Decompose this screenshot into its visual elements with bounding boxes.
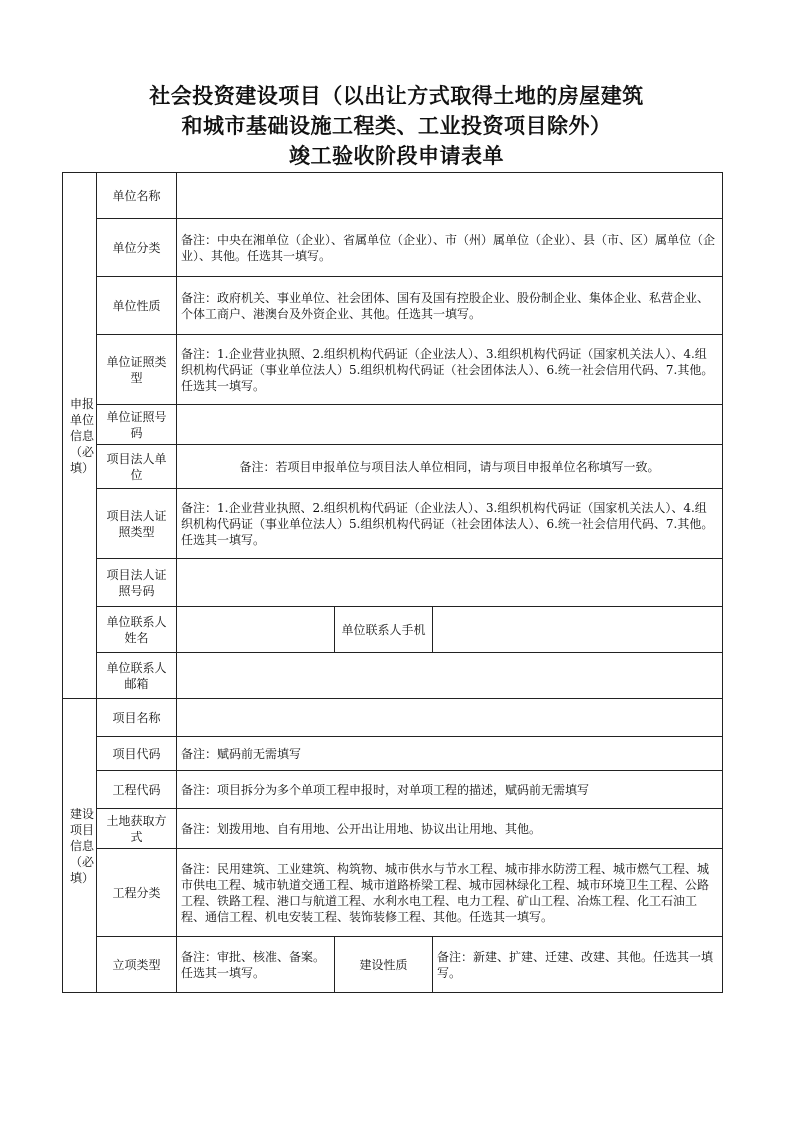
field-unit-cert-no[interactable] bbox=[177, 405, 723, 445]
label-contact-email: 单位联系人邮箱 bbox=[97, 653, 177, 699]
field-unit-cert-type[interactable]: 备注：1.企业营业执照、2.组织机构代码证（企业法人）、3.组织机构代码证（国家机关法人）、4.组织机构代码证（事业单位法人）5.组织机构代码证（社会团体法人）、6.统一社会信用代码、7.其他。任选其一填写。 bbox=[177, 335, 723, 405]
field-project-code[interactable]: 备注：赋码前无需填写 bbox=[177, 737, 723, 771]
label-unit-cert-type: 单位证照类型 bbox=[97, 335, 177, 405]
label-project-name: 项目名称 bbox=[97, 699, 177, 737]
field-contact-email[interactable] bbox=[177, 653, 723, 699]
section-label: 建设项目信息（必填） bbox=[69, 806, 94, 885]
field-unit-nature[interactable]: 备注：政府机关、事业单位、社会团体、国有及国有控股企业、股份制企业、集体企业、私营企业、个体工商户、港澳台及外资企业、其他。任选其一填写。 bbox=[177, 277, 723, 335]
label-unit-category: 单位分类 bbox=[97, 219, 177, 277]
label-legal-cert-no: 项目法人证照号码 bbox=[97, 559, 177, 607]
row-project-code bbox=[63, 737, 723, 771]
row-contact-name bbox=[63, 607, 723, 653]
label-land-method: 土地获取方式 bbox=[97, 809, 177, 849]
section-label: 申报单位信息（必填） bbox=[69, 396, 94, 475]
row-unit-category bbox=[63, 219, 723, 277]
field-project-name[interactable] bbox=[177, 699, 723, 737]
section-project-info bbox=[63, 699, 97, 993]
row-unit-nature bbox=[63, 277, 723, 335]
field-engineering-category[interactable]: 备注：民用建筑、工业建筑、构筑物、城市供水与节水工程、城市排水防涝工程、城市燃气工程、城市供电工程、城市轨道交通工程、城市道路桥梁工程、城市园林绿化工程、城市环境卫生工程、公路工程、铁路工程、港口与航道工程、水利水电工程、电力工程、矿山工程、冶炼工程、化工石油工程、通信工程、机电安装工程、装饰装修工程、其他。任选其一填写。 bbox=[177, 849, 723, 937]
row-contact-email bbox=[63, 653, 723, 699]
form-title-line-1: 社会投资建设项目（以出让方式取得土地的房屋建筑 bbox=[149, 83, 644, 108]
row-engineering-code bbox=[63, 771, 723, 809]
form-title-line-3: 竣工验收阶段申请表单 bbox=[289, 143, 504, 168]
application-form-table bbox=[62, 172, 723, 993]
field-land-method[interactable]: 备注：划拨用地、自有用地、公开出让用地、协议出让用地、其他。 bbox=[177, 809, 723, 849]
label-unit-cert-no: 单位证照号码 bbox=[97, 405, 177, 445]
row-land-method bbox=[63, 809, 723, 849]
row-engineering-category bbox=[63, 849, 723, 937]
row-unit-name bbox=[63, 173, 723, 219]
label-contact-name: 单位联系人姓名 bbox=[97, 607, 177, 653]
row-legal-cert-type bbox=[63, 489, 723, 559]
label-unit-nature: 单位性质 bbox=[97, 277, 177, 335]
field-unit-category[interactable]: 备注：中央在湘单位（企业）、省属单位（企业）、市（州）属单位（企业）、县（市、区）属单位（企业）、其他。任选其一填写。 bbox=[177, 219, 723, 277]
label-legal-cert-type: 项目法人证照类型 bbox=[97, 489, 177, 559]
field-unit-name[interactable] bbox=[177, 173, 723, 219]
row-project-name bbox=[63, 699, 723, 737]
row-legal-unit bbox=[63, 445, 723, 489]
label-legal-unit: 项目法人单位 bbox=[97, 445, 177, 489]
field-contact-name[interactable] bbox=[177, 607, 335, 653]
row-unit-cert-type bbox=[63, 335, 723, 405]
field-construction-nature[interactable]: 备注：新建、扩建、迁建、改建、其他。任选其一填写。 bbox=[433, 937, 723, 993]
label-contact-phone: 单位联系人手机 bbox=[335, 607, 433, 653]
row-unit-cert-no bbox=[63, 405, 723, 445]
field-legal-cert-no[interactable] bbox=[177, 559, 723, 607]
row-approval-type bbox=[63, 937, 723, 993]
label-approval-type: 立项类型 bbox=[97, 937, 177, 993]
field-engineering-code[interactable]: 备注：项目拆分为多个单项工程申报时，对单项工程的描述，赋码前无需填写 bbox=[177, 771, 723, 809]
row-legal-cert-no bbox=[63, 559, 723, 607]
field-contact-phone[interactable] bbox=[433, 607, 723, 653]
field-legal-unit[interactable]: 备注：若项目申报单位与项目法人单位相同，请与项目申报单位名称填写一致。 bbox=[177, 445, 723, 489]
field-approval-type[interactable]: 备注：审批、核准、备案。任选其一填写。 bbox=[177, 937, 335, 993]
section-applicant-unit bbox=[63, 173, 97, 699]
label-unit-name: 单位名称 bbox=[97, 173, 177, 219]
label-construction-nature: 建设性质 bbox=[335, 937, 433, 993]
label-project-code: 项目代码 bbox=[97, 737, 177, 771]
form-title-line-2: 和城市基础设施工程类、工业投资项目除外） bbox=[181, 113, 612, 138]
label-engineering-code: 工程代码 bbox=[97, 771, 177, 809]
field-legal-cert-type[interactable]: 备注：1.企业营业执照、2.组织机构代码证（企业法人）、3.组织机构代码证（国家机关法人）、4.组织机构代码证（事业单位法人）5.组织机构代码证（社会团体法人）、6.统一社会信用代码、7.其他。任选其一填写。 bbox=[177, 489, 723, 559]
label-engineering-category: 工程分类 bbox=[97, 849, 177, 937]
